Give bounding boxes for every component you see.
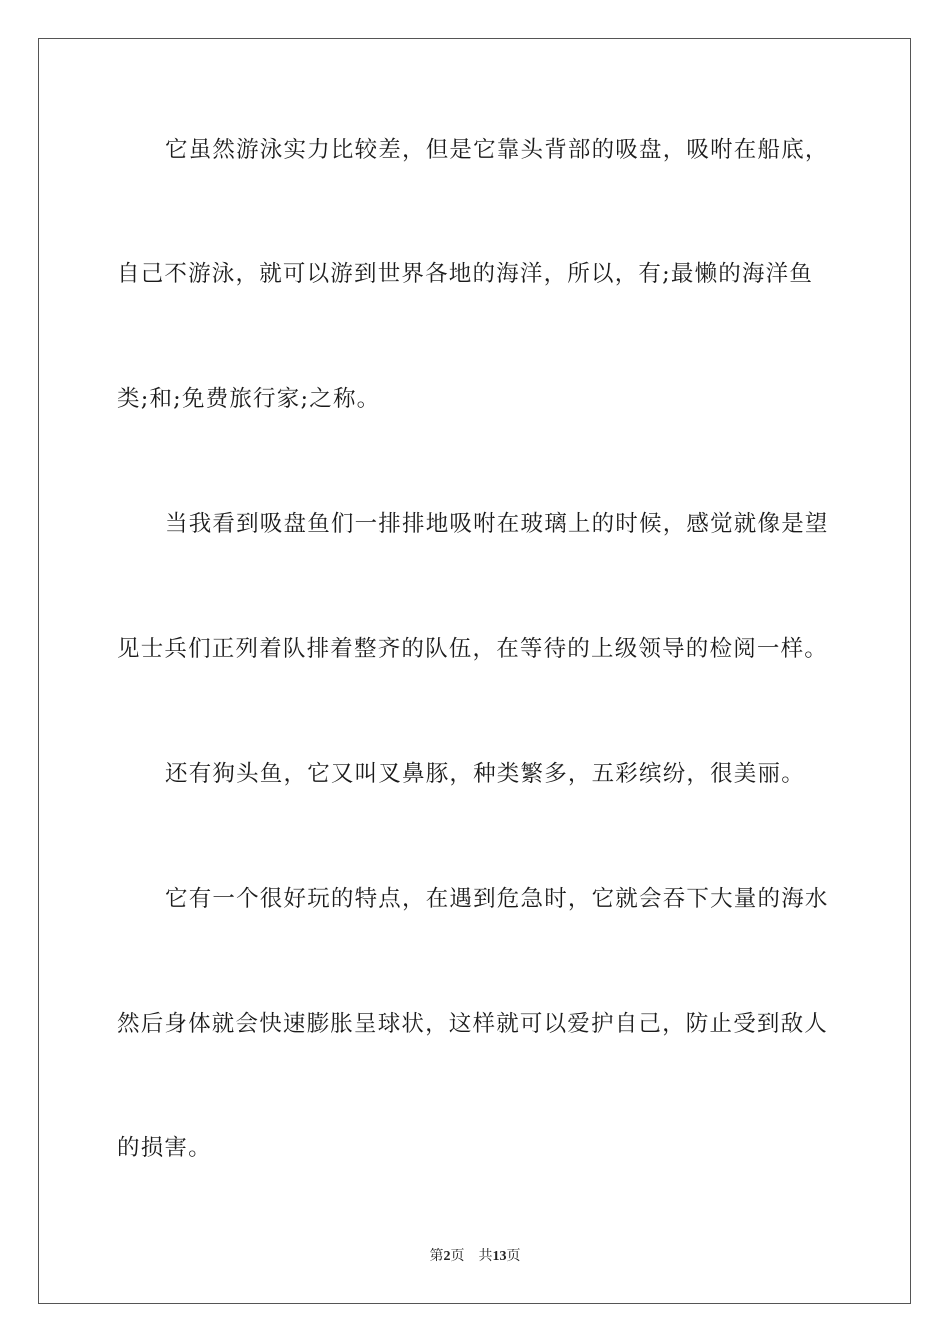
- page-number-suffix: 页: [450, 1248, 465, 1264]
- page-border: [38, 38, 911, 1304]
- paragraph-line: 还有狗头鱼，它又叫叉鼻豚，种类繁多，五彩缤纷，很美丽。: [165, 761, 805, 787]
- page-number-current: 2: [443, 1249, 451, 1264]
- page-footer: [0, 1247, 950, 1266]
- page-number-prefix: 第: [429, 1248, 444, 1264]
- page-total-suffix: 页: [506, 1248, 521, 1264]
- paragraph-line: 自己不游泳，就可以游到世界各地的海洋，所以，有;最懒的海洋鱼: [117, 261, 814, 287]
- paragraph-line: 当我看到吸盘鱼们一排排地吸咐在玻璃上的时候，感觉就像是望: [165, 511, 829, 537]
- page-total: 13: [492, 1249, 507, 1264]
- page-total-prefix: 共: [478, 1248, 493, 1264]
- paragraph-line: 类;和;免费旅行家;之称。: [117, 386, 381, 412]
- paragraph-line: 它有一个很好玩的特点，在遇到危急时，它就会吞下大量的海水: [165, 886, 829, 912]
- paragraph-line: 的损害。: [117, 1135, 212, 1161]
- paragraph-line: 见士兵们正列着队排着整齐的队伍，在等待的上级领导的检阅一样。: [117, 636, 829, 662]
- paragraph-line: 然后身体就会快速膨胀呈球状，这样就可以爱护自己，防止受到敌人: [117, 1011, 829, 1037]
- paragraph-line: 它虽然游泳实力比较差，但是它靠头背部的吸盘，吸咐在船底，: [165, 137, 829, 163]
